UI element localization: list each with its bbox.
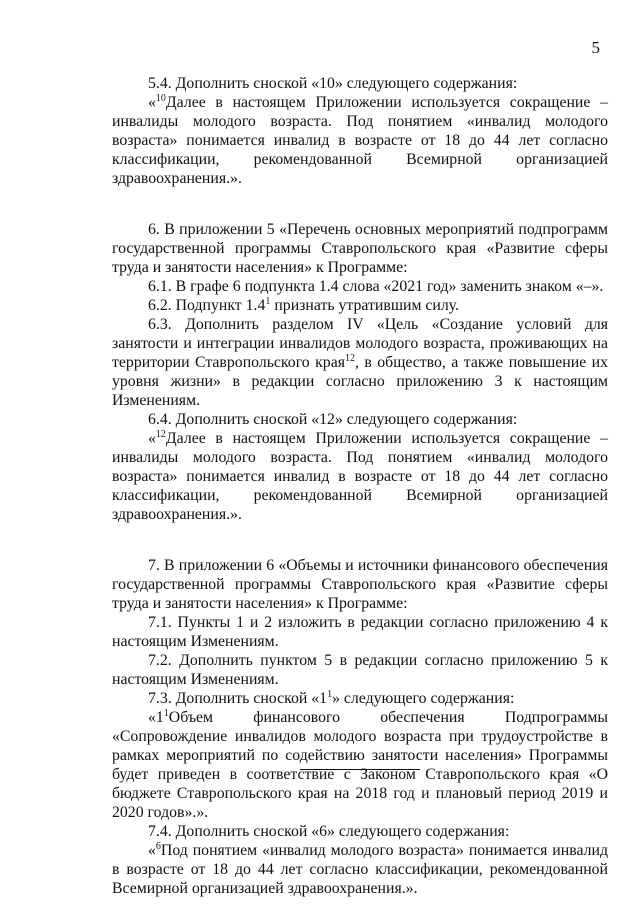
paragraph-6-3-tail: , в общество, а также повышение их уровня жизни» в редакции согласно приложению 3 к настоящим Изменениям. (112, 354, 608, 409)
footnote-mark: 1 (163, 708, 169, 719)
page-number: 5 (591, 38, 600, 57)
document-body (112, 74, 608, 898)
section-7-intro: 7. В приложении 6 «Объемы и источники финансового обеспечения государственной программы Ставропольского края «Развитие сферы труда и занятости населения» к Программе: (112, 557, 608, 612)
quote-open: « (148, 94, 156, 111)
footnote-12-quote (112, 429, 608, 524)
footnote-mark: 1 (265, 296, 271, 307)
footnote-mark: 1 (327, 689, 333, 700)
quote-text: Далее в настоящем Приложении используется сокращение – инвалиды молодого возраста. Под понятием «инвалид молодого возраста» понимается инвалид в возрасте от 18 до 44 лет согласно классификации, рекомендованной Всемирной организацией здравоохранения.». (112, 430, 608, 523)
footnote-mark: 12 (155, 429, 166, 440)
quote-text: Объем финансового обеспечения Подпрограммы «Сопровождение инвалидов молодого возраста при трудоустройстве в рамках мероприятий по содействию занятости населения» Программы будет приведен в соответствие с Законом Ставропольского края «О бюджете Ставропольского края на 2018 год и плановый период 2019 и 2020 годов».». (112, 709, 608, 821)
footnote-mark: 6 (155, 841, 161, 852)
quote-open: «1 (148, 709, 164, 726)
paragraph-7-3 (112, 689, 608, 708)
paragraph-6-3-text: 6.3. Дополнить разделом IV «Цель «Создание условий для занятости и интеграции инвалидов молодого возраста, проживающих на территории Ставропольского края (112, 316, 608, 371)
paragraph-6-2-text: 6.2. Подпункт 1.4 (148, 297, 266, 314)
paragraph-6-1: 6.1. В графе 6 подпункта 1.4 слова «2021 год» заменить знаком «–». (148, 278, 604, 295)
footnote-10-quote (112, 93, 608, 188)
footnote-mark: 10 (155, 93, 166, 104)
footnote-mark: 12 (344, 353, 355, 364)
quote-text: Под понятием «инвалид молодого возраста» понимается инвалид в возрасте от 18 до 44 лет согласно классификации, рекомендованной Всемирной организацией здравоохранения.». (112, 842, 608, 897)
section-gap (112, 524, 608, 556)
footnote-1-1-quote (112, 708, 608, 822)
section-gap (112, 188, 608, 220)
paragraph-6-2 (112, 296, 608, 315)
paragraph-7-4: 7.4. Дополнить сноской «6» следующего содержания: (148, 823, 510, 840)
section-5-4-title: 5.4. Дополнить сноской «10» следующего содержания: (148, 75, 518, 92)
section-6-intro: 6. В приложении 5 «Перечень основных мероприятий подпрограмм государственной программы Ставропольского края «Развитие сферы труда и занятости населения» к Программе: (112, 221, 608, 276)
paragraph-6-4: 6.4. Дополнить сноской «12» следующего содержания: (148, 411, 518, 428)
quote-open: « (148, 842, 156, 859)
end-divider (300, 769, 420, 770)
paragraph-6-2-tail: признать утратившим силу. (270, 297, 460, 314)
paragraph-7-1: 7.1. Пункты 1 и 2 изложить в редакции согласно приложению 4 к настоящим Изменениям. (112, 614, 608, 650)
quote-open: « (148, 430, 156, 447)
paragraph-6-3 (112, 315, 608, 410)
paragraph-7-3-text: 7.3. Дополнить сноской «1 (148, 690, 328, 707)
footnote-6-quote (112, 841, 608, 898)
paragraph-7-2: 7.2. Дополнить пунктом 5 в редакции согласно приложению 5 к настоящим Изменениям. (112, 652, 608, 688)
paragraph-7-3-tail: » следующего содержания: (332, 690, 515, 707)
quote-text: Далее в настоящем Приложении используется сокращение – инвалиды молодого возраста. Под понятием «инвалид молодого возраста» понимается инвалид в возрасте от 18 до 44 лет согласно классификации, рекомендованной Всемирной организацией здравоохранения.». (112, 94, 608, 187)
